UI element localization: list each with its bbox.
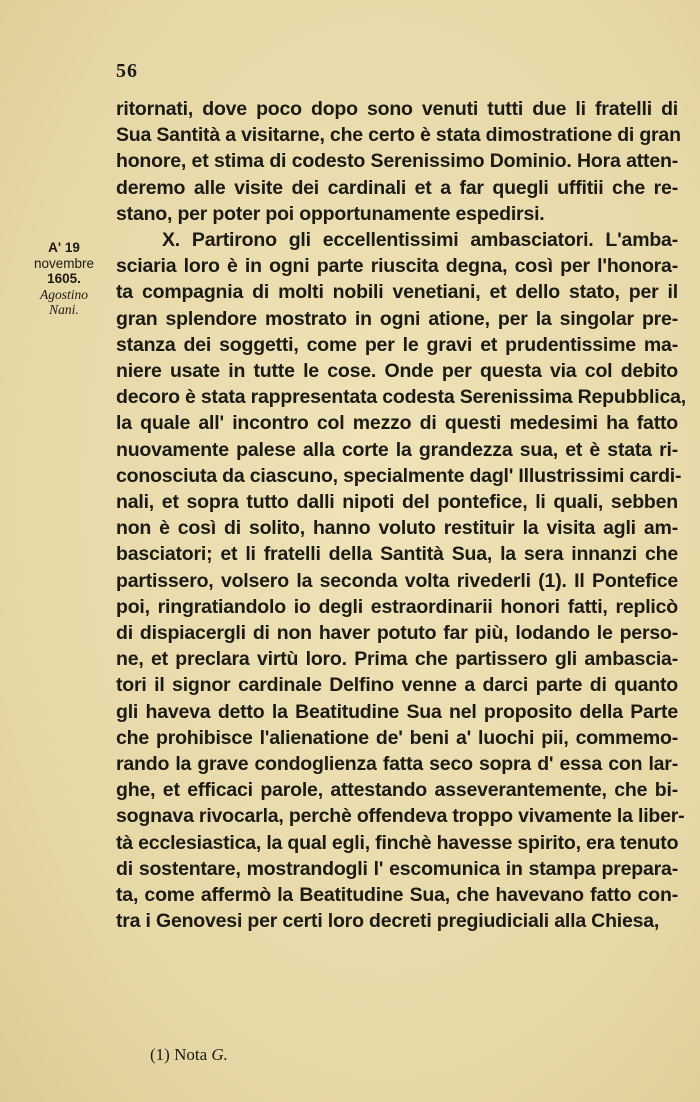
text-line: Sua Santità a visitarne, che certo è stata dimostratione di gran	[116, 124, 681, 147]
text-line: ta compagnia di molti nobili venetiani, et dello stato, per il	[116, 281, 678, 304]
text-line: stano, per poter poi opportunamente espedirsi.	[116, 202, 545, 225]
margin-note	[22, 240, 106, 318]
text-line: deremo alle visite dei cardinali et a far quegli uffitii che re-	[116, 176, 678, 199]
text-line: gli haveva detto la Beatitudine Sua nel proposito della Parte	[116, 700, 678, 723]
section-start-line: X. Partirono gli eccellentissimi ambasciatori. L'amba-	[162, 229, 678, 252]
text-line: rando la grave condoglienza fatta seco sopra d' essa con lar-	[116, 753, 678, 776]
margin-note-date: A' 19	[48, 240, 80, 255]
text-line: gran splendore mostrato in ogni atione, per la singolar pre-	[116, 307, 678, 330]
margin-note-author-last: Nani.	[49, 302, 79, 317]
text-line: non è così di solito, hanno voluto restituir la visita agli am-	[116, 517, 678, 540]
text-line: poi, ringratiandolo io degli estraordinarii honori fatti, replicò	[116, 595, 678, 618]
text-line: nuovamente palese alla corte la grandezza sua, et è stata ri-	[116, 438, 678, 461]
text-line: ghe, et efficaci parole, attestando asseverantemente, che bi-	[116, 779, 678, 802]
text-line: che prohibisce l'alienatione de' beni a' luochi pii, commemo-	[116, 726, 678, 749]
footnote-marker: (1) Nota	[150, 1045, 208, 1064]
text-line: basciatori; et li fratelli della Santità Sua, la sera innanzi che	[116, 543, 678, 566]
text-line: sognava rivocarla, perchè offendeva troppo vivamente la liber-	[116, 805, 685, 828]
text-line: tà ecclesiastica, la qual egli, finchè havesse spirito, era tenuto	[116, 831, 679, 854]
text-line: sciaria loro è in ogni parte riuscita degna, così per l'honora-	[116, 255, 678, 278]
margin-note-month: novembre	[33, 255, 95, 271]
text-line: tori il signor cardinale Delfino venne a darci parte di quanto	[116, 674, 678, 697]
text-line: tra i Genovesi per certi loro decreti pregiudiciali alla Chiesa,	[116, 910, 660, 933]
footnote-ref: G.	[211, 1045, 228, 1064]
text-line: nali, et sopra tutto dalli nipoti del pontefice, li quali, sebben	[116, 491, 678, 514]
body-text	[116, 96, 686, 935]
text-line: partissero, volsero la seconda volta rivederli (1). Il Pontefice	[116, 569, 678, 592]
text-line: ritornati, dove poco dopo sono venuti tutti due li fratelli di	[116, 98, 678, 120]
text-line: di sostentare, mostrandogli l' escomunica in stampa prepara-	[116, 857, 678, 880]
text-line: di dispiacergli di non haver potuto far più, lodando le perso-	[116, 622, 678, 645]
text-line: ne, et preclara virtù loro. Prima che partissero gli ambascia-	[116, 648, 678, 671]
page-number: 56	[116, 60, 138, 82]
text-line: la quale all' incontro col mezzo di questi medesimi ha fatto	[116, 412, 678, 435]
text-line: stanza dei soggetti, come per le gravi et prudentissime ma-	[116, 333, 678, 356]
text-line: niere usate in tutte le cose. Onde per questa via col debito	[116, 360, 678, 383]
text-line: decoro è stata rappresentata codesta Serenissima Repubblica,	[116, 386, 686, 409]
margin-note-author-first: Agostino	[39, 286, 88, 302]
footnote	[150, 1045, 228, 1065]
text-line: honore, et stima di codesto Serenissimo Dominio. Hora atten-	[116, 150, 678, 173]
text-line: conosciuta da ciascuno, specialmente dagl' Illustrissimi cardi-	[116, 464, 682, 487]
margin-note-year: 1605.	[47, 271, 81, 286]
text-line: ta, come affermò la Beatitudine Sua, che havevano fatto con-	[116, 884, 678, 907]
